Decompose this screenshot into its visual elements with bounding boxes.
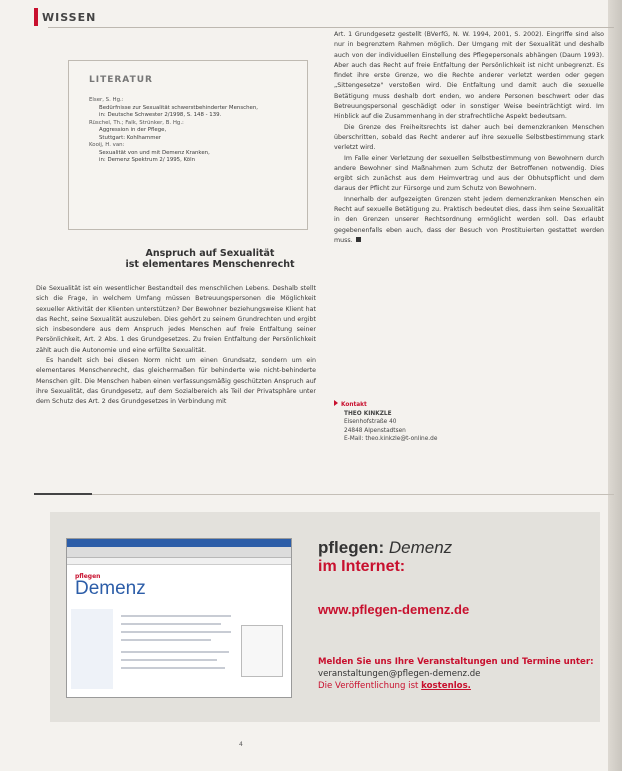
section-divider-accent xyxy=(34,493,92,495)
website-text-line xyxy=(121,651,229,653)
ad-title xyxy=(318,538,452,558)
article-paragraph: Es handelt sich bei diesen Norm nicht um einen Grundsatz, sondern um ein elementares Menschenrecht, das gleichermaßen für behinderte wie nicht-behinderte Menschen gilt. Die Menschen haben einen verfassungsmäßig geschützten Anspruch auf ihre Sexualität, das Grundgesetz, auf dem Sozialbereich als Teil der Privatsphäre unter dem Schutz des Art. 2 des Grundgesetzes in Verbindung mit xyxy=(36,357,316,406)
literature-box xyxy=(68,60,308,230)
ad-free-note-em: kostenlos. xyxy=(421,681,471,691)
website-text-line xyxy=(121,623,221,625)
section-header xyxy=(34,8,96,26)
literature-entry xyxy=(89,97,295,120)
ad-title-main: pflegen: xyxy=(318,538,385,557)
article-column-left xyxy=(36,284,316,408)
contact-city: 24848 Alpenstadtsen xyxy=(344,427,406,434)
literature-line: Stuttgart: Kohlhammer xyxy=(99,134,161,141)
triangle-right-icon xyxy=(334,400,338,406)
article-paragraph-last xyxy=(334,195,604,246)
website-logo-small: pflegen xyxy=(75,573,101,580)
ad-call-to-action: Melden Sie uns Ihre Veranstaltungen und Termine unter: xyxy=(318,657,594,667)
section-divider xyxy=(34,494,614,495)
literature-author: Kooij, H. van: xyxy=(89,142,125,148)
website-text-line xyxy=(121,659,217,661)
website-sidebar-box xyxy=(241,625,283,677)
ad-free-note xyxy=(318,681,471,691)
website-logo xyxy=(75,573,146,598)
article-paragraph: Die Sexualität ist ein wesentlicher Bestandteil des menschlichen Lebens. Deshalb stellt sich die Frage, in welchem Umfang müssen Betreuungspersonen die Möglichkeit sexueller Aktivität der Klienten unterstützen? Der Bewohner beziehungsweise Klient hat das Recht, seine Sexualität auszuleben. Dies gehört zu seinem Grundrechten und ergibt sich insbesondere aus dem Anspruch jedes Menschen auf freie Entfaltung seiner Persönlichkeit, Art. 2 Abs. 1 des Grundgesetzes. Zu freien Entfaltung der Persönlichkeit zählt auch die Autonomie und eine erfüllte Sexualität. xyxy=(36,285,316,354)
ad-free-note-prefix: Die Veröffentlichung ist xyxy=(318,681,422,691)
website-logo-big: Demenz xyxy=(75,578,146,599)
website-text-line xyxy=(121,615,231,617)
end-mark-icon xyxy=(356,237,361,242)
literature-entry xyxy=(89,142,295,165)
article-heading xyxy=(110,248,310,270)
website-text-line xyxy=(121,631,231,633)
literature-line: Sexualität von und mit Demenz Kranken, xyxy=(99,149,210,156)
literature-line: Bedürfnisse zur Sexualität schwerstbehinderter Menschen, xyxy=(99,104,258,111)
article-heading-line: ist elementares Menschenrecht xyxy=(125,259,295,270)
article-paragraph: Im Falle einer Verletzung der sexuellen Selbstbestimmung von Bewohnern durch andere Bewohner sind Maßnahmen zum Schutz der Betroffenen notwendig. Dies ergibt sich zunächst aus dem Heimvertrag und aus der Obhutspflicht und dem daraus der Pflicht zur Fürsorge und zum Schutz von Bewohnern. xyxy=(334,154,604,193)
contact-details xyxy=(344,410,437,443)
browser-titlebar xyxy=(67,539,291,547)
browser-addressbar xyxy=(67,558,291,565)
contact-label-text: Kontakt xyxy=(341,402,367,408)
ad-title-em: Demenz xyxy=(388,538,453,557)
ad-subtitle: im Internet: xyxy=(318,558,406,575)
header-accent-bar xyxy=(34,8,38,26)
ad-email-link[interactable]: veranstaltungen@pflegen-demenz.de xyxy=(318,669,481,679)
article-paragraph: Art. 1 Grundgesetz gestellt (BVerfG, N. W. 1994, 2001, S. 2002). Eingriffe sind also nur in begrenztem Rahmen möglich. Der Umgang mit der Sexualität und deshalb auch von der individuellen Einstellung des Pflegepersonals abhängen (Daum 1993). Aber auch das Recht auf freie Entfaltung der Persönlichkeit ist nicht unbegrenzt. Es findet ihre erste Grenze, wo die Rechte anderer verletzt werden oder gegen „Sittengesetze" verstoßen wird. Die Entfaltung und damit auch die sexuelle Betätigung muss deshalb dort enden, wo andere Personen beschwert oder das Betreuungspersonal geschädigt oder in sonstiger Weise beeinträchtigt wird. Im Hinblick auf die Zusammenhang in der strafrechtliche Aspekt bedeutsam. xyxy=(334,31,604,121)
literature-line: in: Demenz Spektrum 2/ 1995, Köln xyxy=(99,157,196,163)
contact-label xyxy=(334,400,437,409)
article-column-right xyxy=(334,30,604,246)
website-text-line xyxy=(121,639,211,641)
literature-author: Rüschel, Th.; Falk, Strünker, B. Hg.: xyxy=(89,119,184,126)
contact-street: Eisenhofstraße 40 xyxy=(344,419,397,426)
article-paragraph-text: Innerhalb der aufgezeigten Grenzen steht jedem demenzkranken Menschen ein Recht auf sexuelle Betätigung zu. Praktisch bedeutet dies, dass ihm seine Sexualität in den Grenzen unserer Rechtsordnung ermöglicht werden soll. Das erlaubt gegebenenfalls eben auch, dass der Besuch von Prostituierten gestattet werden muss. xyxy=(334,195,604,244)
literature-title: LITERATUR xyxy=(89,75,153,85)
website-screenshot xyxy=(66,538,292,698)
page-edge xyxy=(608,0,622,771)
literature-author: Elser, S. Hg.: xyxy=(89,97,124,103)
article-heading-line: Anspruch auf Sexualität xyxy=(145,248,275,259)
contact-box xyxy=(334,400,437,443)
header-rule xyxy=(48,27,614,28)
browser-menubar xyxy=(67,547,291,558)
literature-entry xyxy=(89,120,295,143)
website-text-line xyxy=(121,667,225,669)
page-number: 4 xyxy=(239,741,243,748)
section-title: WISSEN xyxy=(42,10,97,24)
article-paragraph: Die Grenze des Freiheitsrechts ist daher auch bei demenzkranken Menschen überschritten, sobald das Recht anderer auf ihre sexuelle Selbstbestimmung stark verletzt wird. xyxy=(334,123,604,152)
ad-url-link[interactable]: www.pflegen-demenz.de xyxy=(318,602,470,617)
literature-line: Aggression in der Pflege, xyxy=(99,127,167,133)
contact-name: THEO KINKZLE xyxy=(344,411,392,418)
contact-email[interactable]: E-Mail: theo.kinkzle@t-online.de xyxy=(344,435,438,442)
website-nav xyxy=(71,609,113,689)
literature-line: in: Deutsche Schwester 2/1998, S. 148 - 139. xyxy=(99,112,222,118)
